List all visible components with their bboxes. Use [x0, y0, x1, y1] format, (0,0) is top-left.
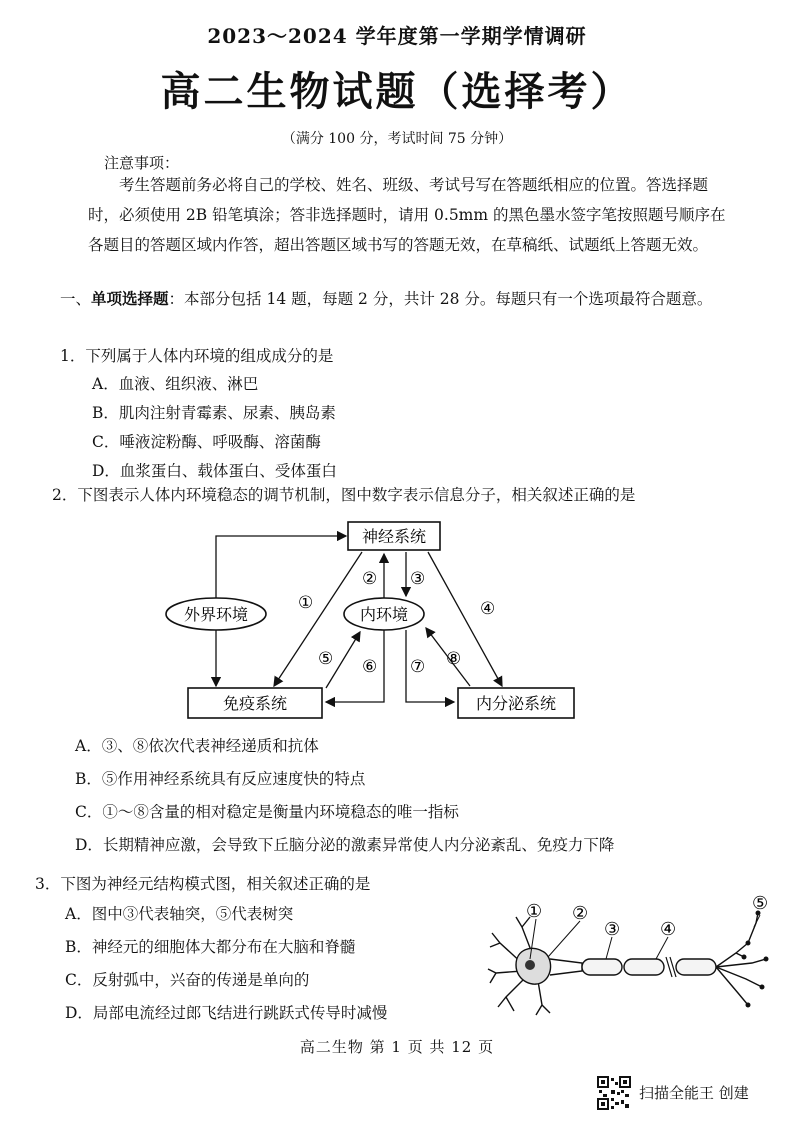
internal-environment-label: 内环境	[359, 605, 409, 624]
scanner-watermark	[597, 1074, 787, 1114]
section-desc: ：本部分包括 14 题，每题 2 分，共计 28 分。每题只有一个选项最符合题意。	[168, 290, 713, 308]
question-stem: 3．下图为神经元结构模式图，相关叙述正确的是	[35, 875, 371, 893]
question-2	[52, 481, 752, 509]
exam-info: （满分 100 分，考试时间 75 分钟）	[281, 131, 513, 147]
page-footer: 高二生物 第 1 页 共 12 页	[299, 1038, 495, 1056]
arrow-nervous-to-endocrine	[428, 552, 502, 686]
homeostasis-diagram	[150, 518, 590, 728]
option-b: B．肌肉注射青霉素、尿素、胰岛素	[92, 404, 336, 422]
option-a: A．血液、组织液、淋巴	[92, 375, 259, 393]
section-name: 单项选择题	[91, 289, 169, 308]
nucleus-shape	[525, 960, 535, 970]
question-1	[60, 342, 740, 486]
label-2: ②	[362, 569, 378, 589]
label-4: ④	[480, 599, 496, 619]
option-a: A．③、⑧依次代表神经递质和抗体	[75, 737, 319, 755]
option-c: C．①～⑧含量的相对稳定是衡量内环境稳态的唯一指标	[75, 803, 459, 821]
neuron-label-3: ③	[604, 919, 621, 940]
arrow-external-to-nervous	[216, 536, 346, 598]
option-c: C．唾液淀粉酶、呼吸酶、溶菌酶	[92, 433, 321, 451]
watermark-text: 扫描全能王 创建	[639, 1084, 749, 1102]
neuron-label-5: ⑤	[752, 893, 769, 914]
label-5: ⑤	[318, 649, 334, 669]
external-environment-label: 外界环境	[183, 605, 249, 624]
neuron-figure	[486, 893, 786, 1023]
label-7: ⑦	[410, 657, 426, 677]
neuron-label-4: ④	[660, 919, 677, 940]
option-d: D．局部电流经过郎飞结进行跳跃式传导时减慢	[65, 1004, 388, 1022]
section-number: 一、	[60, 290, 92, 308]
exam-year-title: 2023～2024 学年度第一学期学情调研	[207, 24, 587, 48]
question-2-options	[75, 730, 775, 862]
section-heading	[60, 284, 776, 314]
notice-body: 考生答题前务必将自己的学校、姓名、班级、考试号写在答题纸相应的位置。答选择题时，必须使用 2B 铅笔填涂；答非选择题时，请用 0.5mm 的黑色墨水签字笔按照题号顺序在各题目的答题区域内作答，超出答题区域书写的答题无效，在草稿纸、试题纸上答题无效。	[88, 176, 726, 254]
nervous-system-label: 神经系统	[361, 527, 427, 546]
option-d: D．血浆蛋白、载体蛋白、受体蛋白	[92, 462, 337, 480]
question-stem: 2．下图表示人体内环境稳态的调节机制，图中数字表示信息分子，相关叙述正确的是	[52, 486, 636, 504]
neuron-label-2: ②	[572, 903, 589, 924]
option-b: B．神经元的细胞体大都分布在大脑和脊髓	[65, 938, 356, 956]
option-d: D．长期精神应激，会导致下丘脑分泌的激素异常使人内分泌紊乱、免疫力下降	[75, 836, 615, 854]
label-3: ③	[410, 569, 426, 589]
qr-code-icon	[597, 1076, 631, 1110]
endocrine-system-label: 内分泌系统	[475, 694, 557, 713]
immune-system-label: 免疫系统	[222, 694, 288, 713]
exam-main-title: 高二生物试题（选择考）	[160, 68, 634, 115]
label-8: ⑧	[446, 649, 462, 669]
option-a: A．图中③代表轴突，⑤代表树突	[65, 905, 294, 923]
label-6: ⑥	[362, 657, 378, 677]
question-stem: 1．下列属于人体内环境的组成成分的是	[60, 347, 334, 365]
option-c: C．反射弧中，兴奋的传递是单向的	[65, 971, 310, 989]
label-1: ①	[298, 593, 314, 613]
notice-title: 注意事项：	[104, 154, 180, 172]
neuron-label-1: ①	[526, 901, 543, 922]
option-b: B．⑤作用神经系统具有反应速度快的特点	[75, 770, 366, 788]
